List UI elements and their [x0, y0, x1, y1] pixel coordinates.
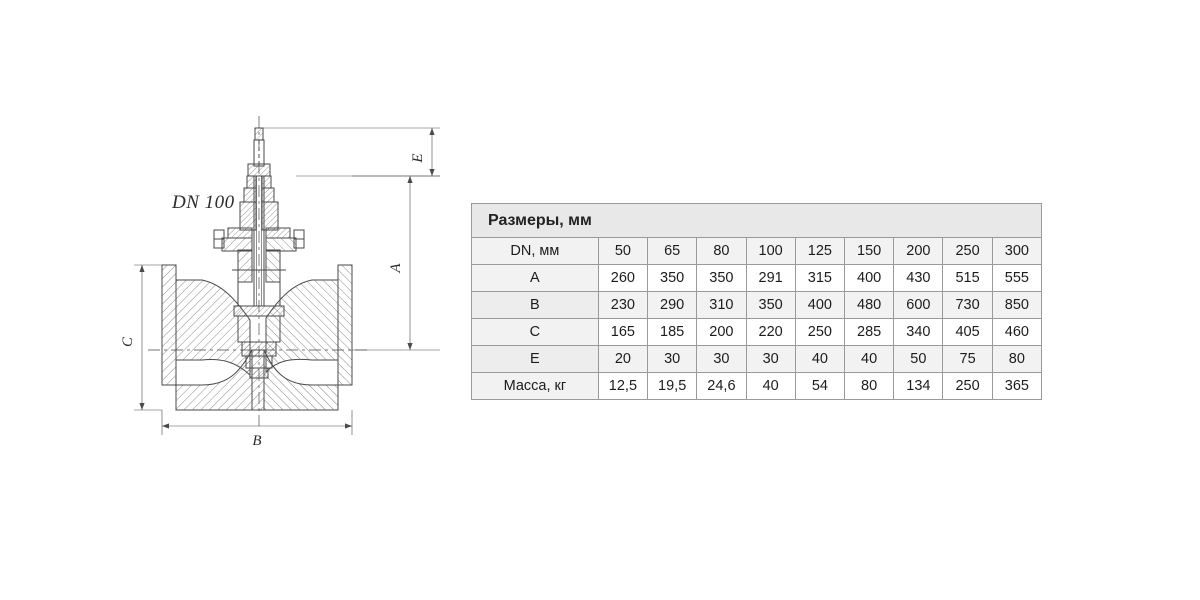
- cell: 315: [795, 265, 844, 292]
- cell: 30: [697, 346, 746, 373]
- cell: 54: [795, 373, 844, 400]
- column-header-125: 125: [795, 238, 844, 265]
- row-label: Масса, кг: [472, 373, 599, 400]
- cell: 430: [894, 265, 943, 292]
- cell: 460: [992, 319, 1041, 346]
- valve-drawing: [110, 110, 470, 450]
- table-row: [472, 319, 1042, 346]
- cell: 20: [598, 346, 647, 373]
- cell: 40: [746, 373, 795, 400]
- row-label: E: [472, 346, 599, 373]
- cell: 405: [943, 319, 992, 346]
- dimensions-table: [471, 237, 1042, 400]
- column-header-200: 200: [894, 238, 943, 265]
- table-row: [472, 265, 1042, 292]
- cell: 290: [648, 292, 697, 319]
- cell: 260: [598, 265, 647, 292]
- cell: 30: [746, 346, 795, 373]
- cell: 19,5: [648, 373, 697, 400]
- cell: 340: [894, 319, 943, 346]
- dimension-label-c: C: [120, 336, 136, 348]
- cell: 200: [697, 319, 746, 346]
- cell: 850: [992, 292, 1041, 319]
- dimension-label-e: E: [410, 153, 426, 163]
- cell: 350: [746, 292, 795, 319]
- cell: 400: [845, 265, 894, 292]
- column-header-dn: DN, мм: [472, 238, 599, 265]
- cell: 220: [746, 319, 795, 346]
- cell: 365: [992, 373, 1041, 400]
- valve-cross-section-svg: [110, 110, 470, 450]
- column-header-250: 250: [943, 238, 992, 265]
- cell: 250: [795, 319, 844, 346]
- cell: 40: [845, 346, 894, 373]
- dimensions-panel: [471, 203, 1042, 400]
- cell: 165: [598, 319, 647, 346]
- cell: 50: [894, 346, 943, 373]
- cell: 250: [943, 373, 992, 400]
- cell: 730: [943, 292, 992, 319]
- cell: 285: [845, 319, 894, 346]
- cell: 80: [845, 373, 894, 400]
- dimension-label-b: B: [252, 433, 262, 449]
- column-header-150: 150: [845, 238, 894, 265]
- cell: 12,5: [598, 373, 647, 400]
- cell: 230: [598, 292, 647, 319]
- table-row: [472, 346, 1042, 373]
- dn-label: DN 100: [172, 192, 235, 213]
- cell: 75: [943, 346, 992, 373]
- row-label: C: [472, 319, 599, 346]
- column-header-50: 50: [598, 238, 647, 265]
- row-label: B: [472, 292, 599, 319]
- cell: 350: [697, 265, 746, 292]
- dimension-label-a: A: [388, 263, 404, 273]
- cell: 30: [648, 346, 697, 373]
- cell: 350: [648, 265, 697, 292]
- column-header-80: 80: [697, 238, 746, 265]
- cell: 40: [795, 346, 844, 373]
- table-row: [472, 292, 1042, 319]
- cell: 555: [992, 265, 1041, 292]
- cell: 480: [845, 292, 894, 319]
- cell: 515: [943, 265, 992, 292]
- cell: 291: [746, 265, 795, 292]
- table-row: [472, 373, 1042, 400]
- cell: 24,6: [697, 373, 746, 400]
- row-label: A: [472, 265, 599, 292]
- cell: 600: [894, 292, 943, 319]
- column-header-65: 65: [648, 238, 697, 265]
- table-header-row: [472, 238, 1042, 265]
- cell: 400: [795, 292, 844, 319]
- cell: 134: [894, 373, 943, 400]
- column-header-300: 300: [992, 238, 1041, 265]
- cell: 80: [992, 346, 1041, 373]
- cell: 310: [697, 292, 746, 319]
- cell: 185: [648, 319, 697, 346]
- table-title: Размеры, мм: [471, 203, 1042, 237]
- column-header-100: 100: [746, 238, 795, 265]
